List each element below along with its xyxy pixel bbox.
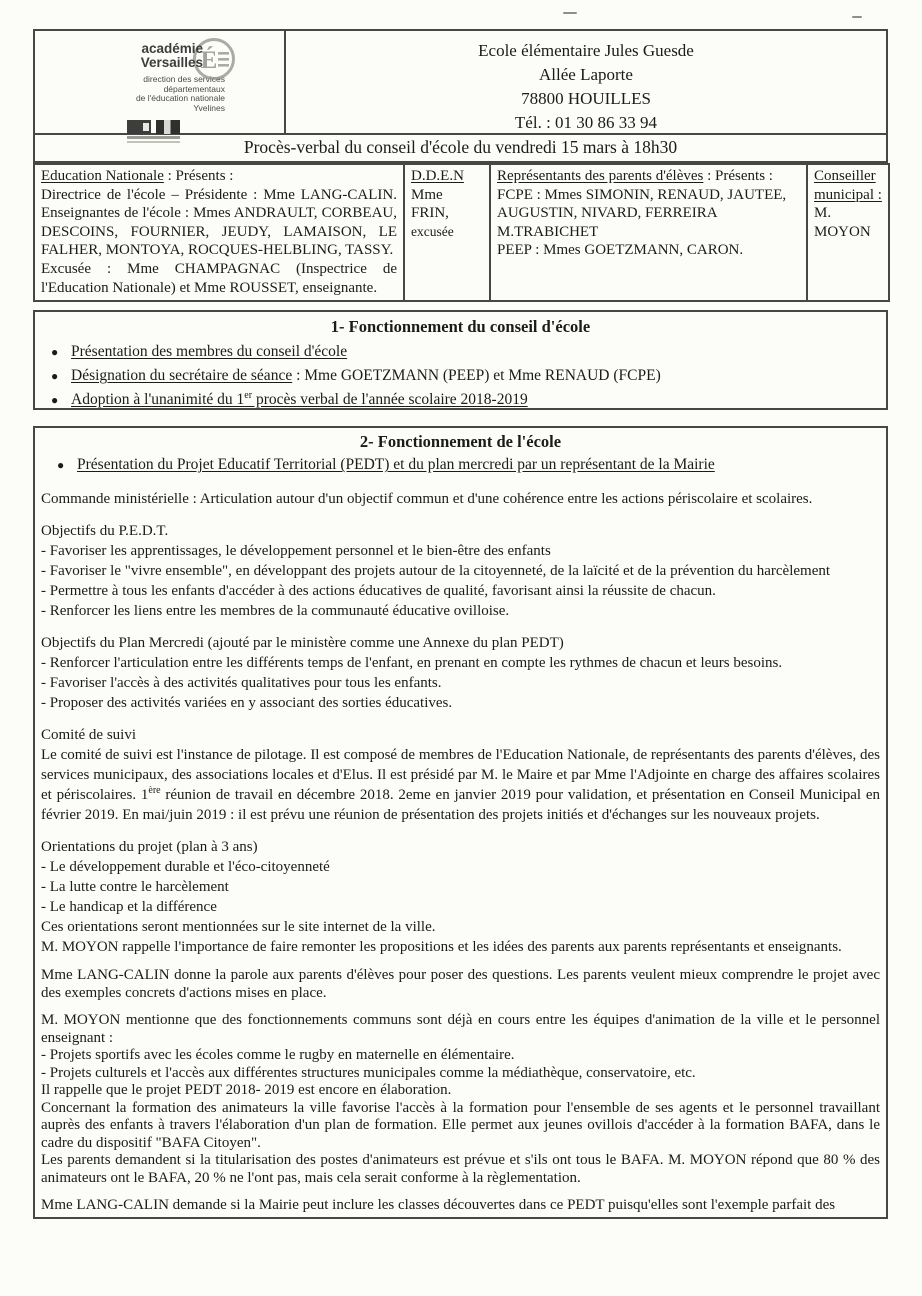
- dden-line: FRIN,: [411, 205, 449, 222]
- ordinal-superscript: er: [244, 390, 253, 401]
- list-item: - Favoriser le "vivre ensemble", en développant des projets autour de la citoyenneté, de la laïcité et de la prévention du harcèlement: [41, 563, 831, 580]
- ordinal-superscript: ère: [148, 785, 161, 797]
- list-item: - Renforcer les liens entre les membres de la communauté éducative ovilloise.: [41, 603, 510, 620]
- moyon-paragraph-formation: Concernant la formation des animateurs la ville favorise l'accès à la formation pour l'ensemble de ses agents et le personnel travaillant auprès des enfants à travers l'élaboration d'un plan de formation. Elle permet aux jeunes ovillois d'accéder à la formation BAFA, dans le cadre du dispositif "BAFA Citoyen".: [41, 1099, 880, 1151]
- academy-brand-line2: Versailles: [140, 55, 203, 70]
- parents-line: FCPE : Mmes SIMONIN, RENAUD, JAUTEE, AUGUSTIN, NIVARD, FERREIRA: [497, 186, 787, 222]
- bullet-icon: ●: [51, 393, 59, 408]
- paragraph-last-cutoff: Mme LANG-CALIN demande si la Mairie peut inclure les classes découvertes dans ce PEDT puisqu'elles sont l'exemple parfait des: [41, 1197, 836, 1214]
- parents-heading-underlined: Représentants des parents d'élèves: [497, 168, 704, 184]
- list-item: - Le handicap et la différence: [41, 899, 217, 916]
- orientations-note: M. MOYON rappelle l'importance de faire remonter les propositions et les idées des parents aux parents représentants et enseignants.: [41, 939, 842, 956]
- parents-heading: [497, 167, 800, 186]
- school-street: Allée Laporte: [539, 65, 633, 84]
- conseiller-heading: Conseiller municipal :: [814, 168, 882, 203]
- section-2: [33, 426, 888, 1219]
- list-item: - Projets culturels et l'accès aux différentes structures municipales comme la médiathèque, conservatoire, etc.: [41, 1064, 696, 1081]
- flags-row: [127, 120, 197, 134]
- bullet-text-part1: Adoption à l'unanimité du 1: [71, 391, 245, 409]
- section1-bullet-list: [35, 340, 886, 412]
- parents-line: M.TRABICHET: [497, 223, 599, 240]
- list-item: - La lutte contre le harcèlement: [41, 879, 229, 896]
- bullet-text-rest: : Mme GOETZMANN (PEEP) et Mme RENAUD (FCPE): [292, 367, 661, 385]
- cell-dden: [404, 164, 490, 301]
- flag-caption-bar: [127, 141, 180, 143]
- cell-parents: [490, 164, 807, 301]
- moyon-line-rappelle: Il rappelle que le projet PEDT 2018- 2019 est encore en élaboration.: [41, 1082, 452, 1099]
- dept-line: Yvelines: [193, 102, 225, 113]
- list-item: [41, 453, 880, 477]
- section-1: [33, 310, 888, 410]
- en-present-list: Directrice de l'école – Présidente : Mme LANG-CALIN. Enseignantes de l'école : Mmes ANDRAULT, CORBEAU, DESCOINS, FOURNIER, JEUDY, LAMAISON, LE FALHER, MONTOYA, ROCQUES-HELBLING, TASSY.: [41, 186, 397, 259]
- bullet-text: Présentation des membres du conseil d'école: [71, 343, 348, 361]
- svg-text:É: É: [200, 47, 218, 74]
- moyon-intro: M. MOYON mentionne que des fonctionnements communs sont déjà en cours entre les équipes d'animation de la ville et le personnel enseignant :: [41, 1012, 880, 1046]
- dept-line: direction des services: [143, 74, 225, 84]
- bullet-icon: ●: [57, 458, 65, 473]
- conseiller-line: MOYON: [814, 223, 871, 240]
- en-heading: [41, 167, 397, 186]
- scan-artifact: [852, 16, 862, 18]
- bullet-text: [71, 364, 661, 388]
- mercredi-heading: Objectifs du Plan Mercredi (ajouté par le ministère comme une Annexe du plan PEDT): [41, 635, 564, 652]
- page-title: Procès-verbal du conseil d'école du vendredi 15 mars à 18h30: [243, 137, 678, 157]
- flag-caption-bar: [127, 136, 180, 139]
- comite-body: [41, 745, 880, 825]
- section1-title: 1- Fonctionnement du conseil d'école: [330, 317, 591, 337]
- bullet-text-part2: procès verbal de l'année scolaire 2018-2019: [252, 391, 528, 409]
- school-phone: Tél. : 01 30 86 33 94: [514, 113, 658, 132]
- bullet-text: Présentation du Projet Educatif Territorial (PEDT) et du plan mercredi par un représentant de la Mairie: [77, 456, 715, 474]
- section2-title: 2- Fonctionnement de l'école: [359, 432, 562, 452]
- pedt-heading: Objectifs du P.E.D.T.: [41, 523, 169, 540]
- parents-heading-rest: : Présents :: [703, 168, 773, 184]
- header-box: [33, 29, 888, 135]
- dden-line: excusée: [411, 223, 454, 239]
- french-flag-icons: [127, 120, 197, 143]
- school-address-block: [286, 31, 886, 133]
- moyon-block: [41, 1012, 880, 1187]
- flag-icon: [156, 120, 180, 134]
- orientations-note: Ces orientations seront mentionnées sur le site internet de la ville.: [41, 919, 436, 936]
- en-heading-underlined: Education Nationale: [41, 168, 164, 184]
- list-item: - Le développement durable et l'éco-citoyenneté: [41, 859, 330, 876]
- list-item: [35, 364, 886, 388]
- participants-table: [33, 163, 890, 302]
- list-item: - Permettre à tous les enfants d'accéder à des actions éducatives de qualité, favorisant ainsi la réussite de chacun.: [41, 583, 716, 600]
- list-item: - Renforcer l'articulation entre les différents temps de l'enfant, en prenant en compte les rythmes de chacun et leurs besoins.: [41, 655, 783, 672]
- table-row: [34, 164, 889, 301]
- bullet-text-underlined: Désignation du secrétaire de séance: [71, 367, 293, 385]
- comite-body-part1: Le comité de suivi est l'instance de pilotage. Il est composé de membres de l'Education Nationale, de représentants des parents d'élèves, des services municipaux, des associations locales et d'Elus. Il est présidé par M. le Maire et par Mme l'Adjointe en charge des affaires scolaires et périscolaires. 1: [41, 747, 880, 804]
- list-item: - Projets sportifs avec les écoles comme le rugby en maternelle en élémentaire.: [41, 1047, 515, 1064]
- comite-de-suivi-block: [41, 725, 880, 825]
- en-excused: Excusée : Mme CHAMPAGNAC (Inspectrice de l'Education Nationale) et Mme ROUSSET, enseignante.: [41, 260, 397, 296]
- dept-line: départementaux: [163, 83, 225, 94]
- bullet-text: [71, 388, 528, 412]
- parents-line: PEEP : Mmes GOETZMANN, CARON.: [497, 242, 744, 259]
- en-heading-rest: : Présents :: [163, 168, 234, 184]
- comite-heading: Comité de suivi: [41, 727, 136, 744]
- dden-heading: D.D.E.N: [411, 168, 464, 184]
- moyon-paragraph-bafa: Les parents demandent si la titularisation des postes d'animateurs est prévue et s'ils ont tous le BAFA. M. MOYON répond que 80 % des animateurs ont le BAFA, 20 % ne l'ont pas, mais cela serait conforme à la règlementation.: [41, 1152, 880, 1186]
- list-item: - Proposer des activités variées en y associant des sorties éducatives.: [41, 695, 453, 712]
- list-item: [35, 340, 886, 364]
- conseiller-line: M.: [814, 205, 832, 222]
- cell-conseiller: [807, 164, 889, 301]
- paragraph-commande: Commande ministérielle : Articulation autour d'un objectif commun et d'une cohérence entre les actions périscolaire et scolaires.: [41, 491, 813, 508]
- academy-logo-cell: [35, 31, 286, 133]
- paragraph-parole: Mme LANG-CALIN donne la parole aux parents d'élèves pour poser des questions. Les parents veulent mieux comprendre le projet avec des exemples concrets d'actions mises en place.: [41, 967, 880, 1001]
- academy-brand: [93, 42, 203, 70]
- scan-artifact: [563, 12, 577, 14]
- school-name: Ecole élémentaire Jules Guesde: [478, 41, 694, 60]
- bullet-icon: ●: [51, 345, 59, 360]
- academy-logo: [93, 42, 253, 143]
- orientations-heading: Orientations du projet (plan à 3 ans): [41, 839, 258, 856]
- document-body: [33, 29, 888, 1219]
- dden-line: Mme: [411, 186, 443, 203]
- pedt-objectives-block: [41, 521, 880, 621]
- list-item: - Favoriser les apprentissages, le développement personnel et le bien-être des enfants: [41, 543, 551, 560]
- flag-icon: [127, 120, 151, 134]
- academy-brand-line1: académie: [141, 41, 203, 56]
- cell-education-nationale: [34, 164, 404, 301]
- list-item: [35, 388, 886, 412]
- list-item: - Favoriser l'accès à des activités qualitatives pour tous les enfants.: [41, 675, 442, 692]
- school-city: 78800 HOUILLES: [521, 89, 651, 108]
- plan-mercredi-block: [41, 633, 880, 713]
- orientations-block: [41, 837, 880, 957]
- comite-body-part2: réunion de travail en décembre 2018. 2eme en janvier 2019 pour validation, et présentation en Conseil Municipal en février 2019. En mai/juin 2019 : il est prévu une réunion de présentation des projets initiés et d'échanges sur les nouveaux projets.: [41, 787, 880, 824]
- dept-line: de l'éducation nationale: [135, 93, 225, 103]
- bullet-icon: ●: [51, 369, 59, 384]
